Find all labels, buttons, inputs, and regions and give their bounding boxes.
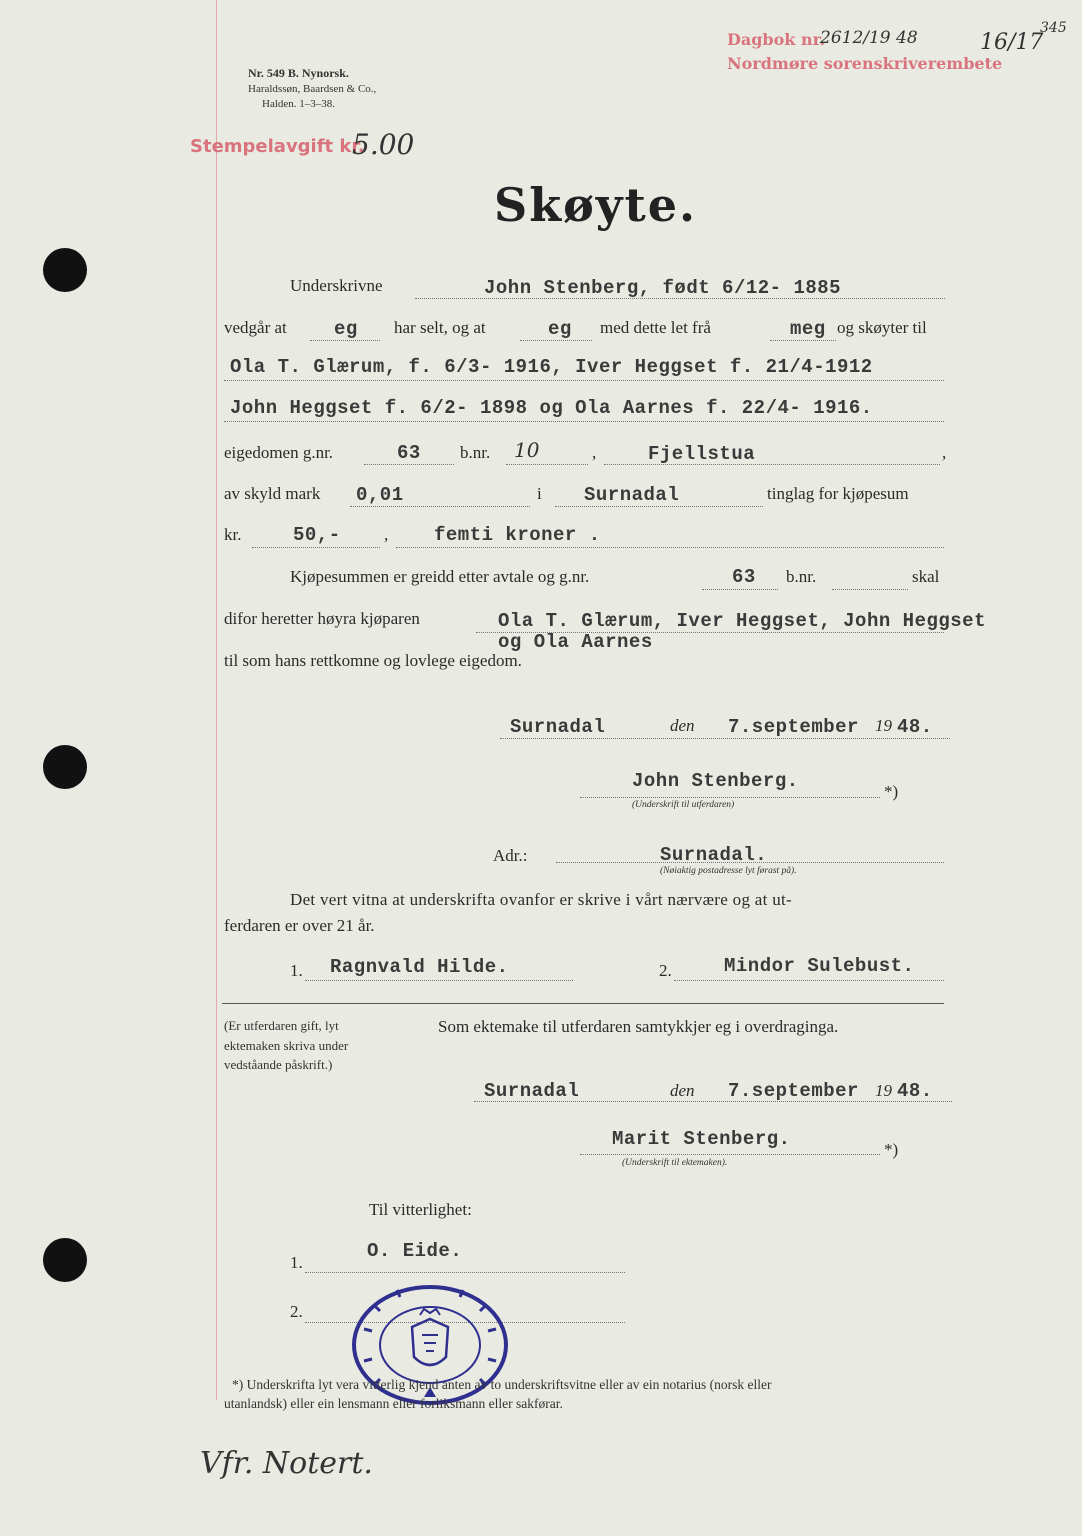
underskrivne-label: Underskrivne <box>290 276 383 295</box>
dotline <box>555 506 763 507</box>
dotline <box>310 340 380 341</box>
attestation-1-number: 1. <box>290 1253 303 1272</box>
dotline <box>506 464 588 465</box>
publisher: Haraldssøn, Baardsen & Co., <box>248 83 377 95</box>
bnr-value: 10 <box>514 438 540 462</box>
dotline <box>674 980 944 981</box>
buyers-short-1: Ola T. Glærum, Iver Heggset, John Heggset <box>498 610 986 632</box>
witness-1-name: Ragnvald Hilde. <box>330 956 509 978</box>
sig2-year-prefix: 19 <box>875 1081 892 1100</box>
dagbok-label: Dagbok nr. <box>727 30 826 49</box>
gnr-value: 63 <box>397 442 421 464</box>
sig1-date: 7.september <box>728 716 859 738</box>
spouse-note-3: vedståande påskrift.) <box>224 1057 333 1072</box>
attestation-1-name: O. Eide. <box>367 1240 463 1262</box>
witness-1-number: 1. <box>290 961 303 980</box>
print-city-date: Halden. 1–3–38. <box>262 98 336 110</box>
dotline <box>832 589 908 590</box>
attestation-label: Til vitterlighet: <box>369 1200 472 1219</box>
adr-label: Adr.: <box>493 846 528 865</box>
kjopesum-text: Kjøpesummen er greidd etter avtale og g.nr. <box>290 567 590 586</box>
bottom-handwritten-note: Vfr. Notert. <box>200 1446 373 1481</box>
bnr-label-2: b.nr. <box>786 567 817 586</box>
med-dette-label: med dette let frå <box>600 318 711 337</box>
kr-label: kr. <box>224 525 242 544</box>
spouse-note-1: (Er utferdaren gift, lyt <box>224 1018 339 1033</box>
dotline <box>500 738 950 739</box>
bnr-label: b.nr. <box>460 443 491 462</box>
pronoun-1: eg <box>334 318 358 340</box>
sig1-caption: (Underskrift til utferdaren) <box>632 800 735 810</box>
document-title: Skøyte. <box>494 178 698 232</box>
sig1-signer: John Stenberg. <box>632 770 799 792</box>
section-divider <box>222 1003 944 1004</box>
sig1-place: Surnadal <box>510 716 606 738</box>
buyers-short-2: og Ola Aarnes <box>498 631 653 653</box>
dotline <box>252 547 380 548</box>
corner-superscript: 345 <box>1040 20 1067 36</box>
dotline <box>364 464 454 465</box>
sig2-den: den <box>670 1081 695 1100</box>
corner-note: 16/17 <box>980 30 1044 55</box>
office-name: Nordmøre sorenskriverembete <box>727 54 1003 73</box>
price-value: 50,- <box>293 524 341 546</box>
witness-text-1: Det vert vitna at underskrifta ovanfor er skrive i vårt nærvære og at ut- <box>290 890 792 909</box>
comma-1: , <box>592 443 597 462</box>
skal-label: skal <box>912 567 940 586</box>
sig1-year-suffix: 48. <box>897 716 933 738</box>
buyers-line-2: John Heggset f. 6/2- 1898 og Ola Aarnes f. 22/4- 1916. <box>230 397 873 419</box>
i-label: i <box>537 484 542 503</box>
dotline <box>580 797 880 798</box>
dotline <box>520 340 592 341</box>
price-words: femti kroner . <box>434 524 601 546</box>
dotline <box>580 1154 880 1155</box>
margin-line <box>216 0 217 1400</box>
skyld-value: 0,01 <box>356 484 404 506</box>
dotline <box>305 1272 625 1273</box>
comma-2: , <box>942 443 947 462</box>
buyers-line-1: Ola T. Glærum, f. 6/3- 1916, Iver Heggset f. 21/4-1912 <box>230 356 873 378</box>
address-caption: (Nøiaktig postadresse lyt førast på). <box>660 866 797 876</box>
pronoun-3: meg <box>790 318 826 340</box>
form-number: Nr. 549 B. Nynorsk. <box>248 66 349 80</box>
vedgar-label: vedgår at <box>224 318 287 337</box>
footnote-line-1: *) Underskrifta lyt vera vitterlig kjend anten av to underskriftsvitne eller av ein notarius (norsk eller <box>232 1377 772 1392</box>
stamp-fee-label: Stempelavgift kr. <box>190 136 365 157</box>
property-name: Fjellstua <box>648 443 756 465</box>
skoyter-label: og skøyter til <box>837 318 927 337</box>
sig2-date: 7.september <box>728 1080 859 1102</box>
witness-text-2: ferdaren er over 21 år. <box>224 916 375 935</box>
sig2-star: *) <box>884 1140 899 1159</box>
punch-hole-middle <box>43 745 87 789</box>
witness-2-number: 2. <box>659 961 672 980</box>
dotline <box>396 547 944 548</box>
dotline <box>350 506 530 507</box>
dagbok-number: 2612/19 48 <box>820 28 918 48</box>
sig2-signer: Marit Stenberg. <box>612 1128 791 1150</box>
spouse-consent: Som ektemake til utferdaren samtykkjer eg i overdraginga. <box>438 1017 839 1036</box>
sig2-place: Surnadal <box>484 1080 580 1102</box>
attestation-2-number: 2. <box>290 1302 303 1321</box>
dotline <box>224 380 944 381</box>
footnote-line-2: utanlandsk) eller ein lensmann eller forliksmann eller sakførar. <box>224 1396 563 1411</box>
gnr-value-2: 63 <box>732 566 756 588</box>
spouse-note-2: ektemaken skriva under <box>224 1038 349 1053</box>
witness-2-name: Mindor Sulebust. <box>724 955 915 977</box>
sig1-star: *) <box>884 782 899 801</box>
tinglag-label: tinglag for kjøpesum <box>767 484 909 503</box>
punch-hole-bottom <box>43 1238 87 1282</box>
sig1-year-prefix: 19 <box>875 716 892 735</box>
difor-text: difor heretter høyra kjøparen <box>224 609 420 628</box>
dotline <box>702 589 778 590</box>
sig1-den: den <box>670 716 695 735</box>
til-som-text: til som hans rettkomne og lovlege eigedom. <box>224 651 522 670</box>
punch-hole-top <box>43 248 87 292</box>
dotline <box>305 980 573 981</box>
sig2-year-suffix: 48. <box>897 1080 933 1102</box>
sig2-caption: (Underskrift til ektemaken). <box>622 1158 728 1168</box>
pronoun-2: eg <box>548 318 572 340</box>
skyld-label: av skyld mark <box>224 484 321 503</box>
stamp-fee-value: 5.00 <box>352 128 415 161</box>
municipality: Surnadal <box>584 484 680 506</box>
har-selt-label: har selt, og at <box>394 318 486 337</box>
dotline <box>224 421 944 422</box>
comma-3: , <box>384 525 389 544</box>
dotline <box>770 340 836 341</box>
address-value: Surnadal. <box>660 844 768 866</box>
eigedomen-label: eigedomen g.nr. <box>224 443 334 462</box>
seller-name: John Stenberg, født 6/12- 1885 <box>484 277 842 299</box>
